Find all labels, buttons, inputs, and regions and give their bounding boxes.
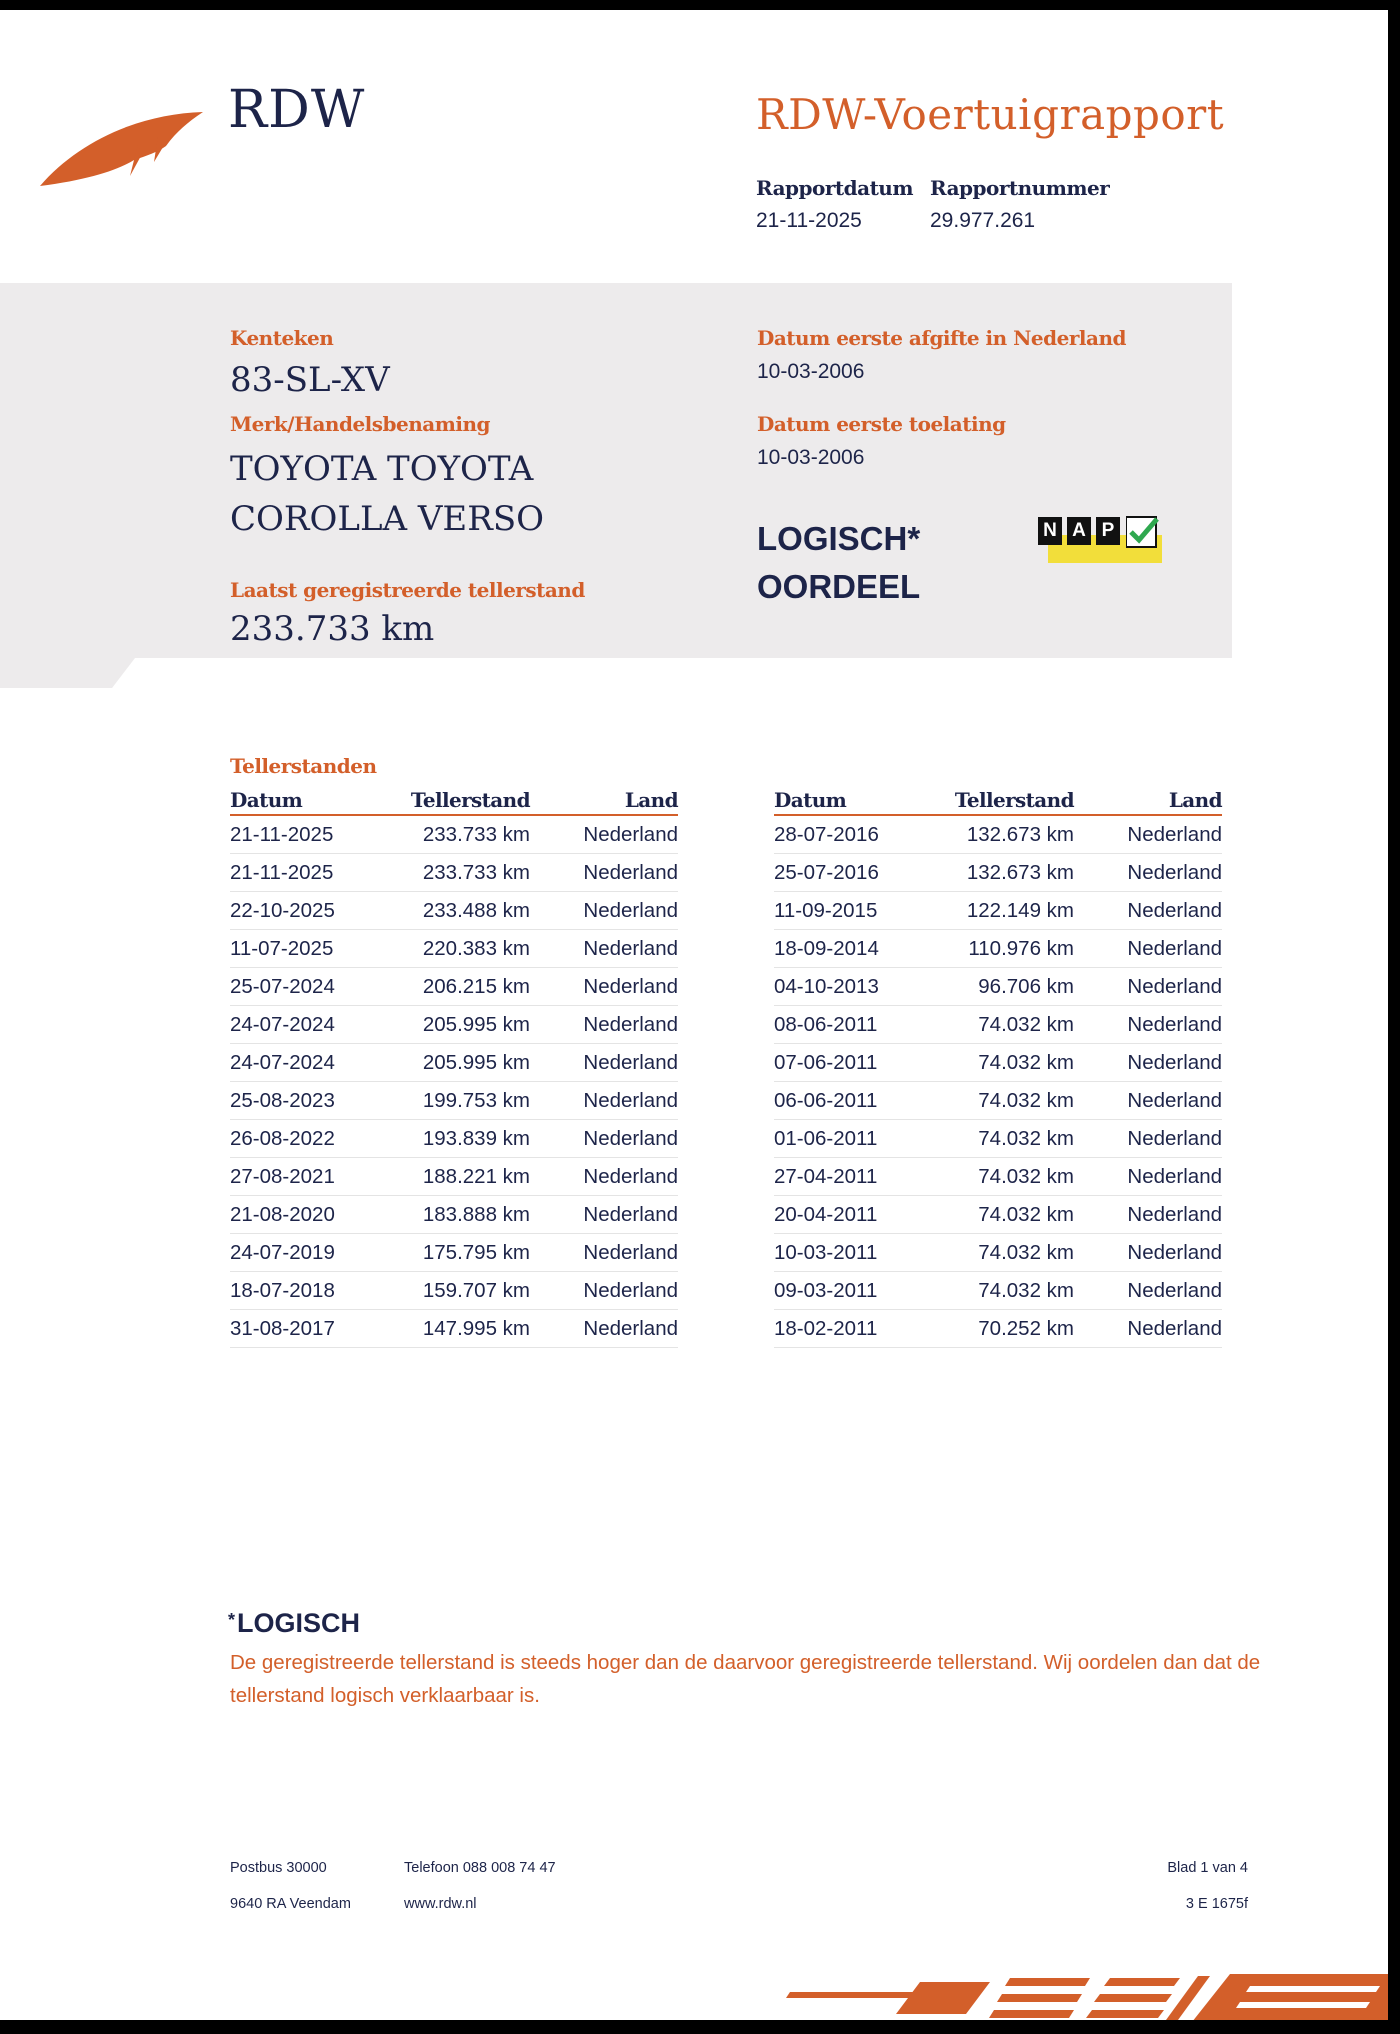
footer-postbus: Postbus 30000 <box>230 1860 327 1876</box>
nap-letter-n: N <box>1038 517 1062 545</box>
reading-odometer: 132.673 km <box>966 860 1074 884</box>
table-header <box>230 786 678 816</box>
reading-odometer: 74.032 km <box>978 1202 1074 1226</box>
reading-odometer: 74.032 km <box>978 1012 1074 1036</box>
reading-odometer: 74.032 km <box>978 1278 1074 1302</box>
verdict-line-1: LOGISCH* <box>757 520 921 557</box>
first-nl-value: 10-03-2006 <box>757 360 865 383</box>
reading-country: Nederland <box>1127 1240 1222 1264</box>
reading-country: Nederland <box>1127 1126 1222 1150</box>
table-row <box>230 1234 678 1272</box>
footer-phone: Telefoon 088 008 74 47 <box>404 1860 556 1876</box>
reading-date: 01-06-2011 <box>774 1126 878 1150</box>
table-row <box>230 1158 678 1196</box>
nap-logo <box>1038 515 1164 565</box>
table-row <box>774 816 1222 854</box>
reading-odometer: 74.032 km <box>978 1164 1074 1188</box>
reading-odometer: 70.252 km <box>978 1316 1074 1340</box>
check-icon <box>1126 515 1160 549</box>
table-row <box>774 1082 1222 1120</box>
table-row <box>774 1044 1222 1082</box>
reading-date: 31-08-2017 <box>230 1316 335 1340</box>
plate-label: Kenteken <box>230 326 334 350</box>
reading-country: Nederland <box>1127 936 1222 960</box>
reading-country: Nederland <box>1127 974 1222 998</box>
odometer-label: Laatst geregistreerde tellerstand <box>230 578 585 602</box>
table-row <box>774 968 1222 1006</box>
reading-country: Nederland <box>583 1164 678 1188</box>
table-row <box>774 854 1222 892</box>
brand-name: RDW <box>228 80 366 140</box>
reading-odometer: 183.888 km <box>422 1202 530 1226</box>
table-row <box>774 1158 1222 1196</box>
reading-odometer: 96.706 km <box>978 974 1074 998</box>
reading-country: Nederland <box>1127 860 1222 884</box>
reading-date: 27-04-2011 <box>774 1164 878 1188</box>
reading-date: 25-07-2024 <box>230 974 335 998</box>
reading-country: Nederland <box>1127 1050 1222 1074</box>
report-number-label: Rapportnummer <box>930 176 1110 200</box>
reading-odometer: 206.215 km <box>422 974 530 998</box>
reading-date: 25-08-2023 <box>230 1088 335 1112</box>
reading-country: Nederland <box>1127 1088 1222 1112</box>
reading-country: Nederland <box>583 898 678 922</box>
reading-date: 18-07-2018 <box>230 1278 335 1302</box>
odometer-value: 233.733 km <box>230 609 435 649</box>
reading-country: Nederland <box>583 936 678 960</box>
reading-date: 09-03-2011 <box>774 1278 878 1302</box>
first-admission-label: Datum eerste toelating <box>757 412 1006 436</box>
reading-date: 21-11-2025 <box>230 860 334 884</box>
table-row <box>774 930 1222 968</box>
table-row <box>230 816 678 854</box>
reading-date: 11-09-2015 <box>774 898 878 922</box>
reading-odometer: 220.383 km <box>422 936 530 960</box>
table-row <box>230 892 678 930</box>
table-header <box>774 786 1222 816</box>
col-date-header: Datum <box>230 788 303 812</box>
table-row <box>774 1006 1222 1044</box>
reading-date: 18-02-2011 <box>774 1316 878 1340</box>
reading-date: 26-08-2022 <box>230 1126 335 1150</box>
reading-date: 20-04-2011 <box>774 1202 878 1226</box>
table-row <box>230 1006 678 1044</box>
table-row <box>230 968 678 1006</box>
reading-date: 25-07-2016 <box>774 860 879 884</box>
reading-date: 11-07-2025 <box>230 936 334 960</box>
reading-date: 18-09-2014 <box>774 936 879 960</box>
reading-date: 07-06-2011 <box>774 1050 878 1074</box>
table-row <box>230 1120 678 1158</box>
reading-odometer: 159.707 km <box>422 1278 530 1302</box>
table-row <box>230 930 678 968</box>
reading-odometer: 110.976 km <box>968 936 1074 960</box>
footnote-star: * <box>228 1610 236 1630</box>
reading-country: Nederland <box>583 1316 678 1340</box>
table-row <box>230 1196 678 1234</box>
col-date-header: Datum <box>774 788 847 812</box>
reading-odometer: 74.032 km <box>978 1050 1074 1074</box>
nap-letter-a: A <box>1067 517 1091 545</box>
panel-notch <box>0 658 135 688</box>
reading-date: 04-10-2013 <box>774 974 879 998</box>
reading-date: 28-07-2016 <box>774 822 879 846</box>
table-row <box>774 1120 1222 1158</box>
reading-odometer: 233.733 km <box>422 860 530 884</box>
footer-stripes-decoration <box>780 1964 1388 2020</box>
footnote-title <box>228 1608 360 1639</box>
reading-odometer: 122.149 km <box>966 898 1074 922</box>
report-date: 21-11-2025 <box>756 209 862 232</box>
reading-date: 06-06-2011 <box>774 1088 878 1112</box>
reading-odometer: 74.032 km <box>978 1240 1074 1264</box>
reading-date: 24-07-2024 <box>230 1050 335 1074</box>
table-row <box>774 1310 1222 1348</box>
reading-date: 10-03-2011 <box>774 1240 878 1264</box>
reading-odometer: 74.032 km <box>978 1088 1074 1112</box>
reading-date: 21-11-2025 <box>230 822 334 846</box>
report-title: RDW-Voertuigrapport <box>756 90 1225 139</box>
reading-odometer: 147.995 km <box>422 1316 530 1340</box>
rdw-feather-logo <box>38 102 208 202</box>
reading-country: Nederland <box>583 860 678 884</box>
table-row <box>230 1272 678 1310</box>
reading-country: Nederland <box>1127 822 1222 846</box>
table-row <box>230 854 678 892</box>
reading-date: 27-08-2021 <box>230 1164 335 1188</box>
table-row <box>230 1044 678 1082</box>
make-label: Merk/Handelsbenaming <box>230 412 491 436</box>
footer-page-number: Blad 1 van 4 <box>1167 1860 1248 1876</box>
reading-odometer: 193.839 km <box>422 1126 530 1150</box>
footnote-text: De geregistreerde tellerstand is steeds hoger dan de daarvoor geregistreerde tellerstand. Wij oordelen dan dat de tellerstand logisch verklaarbaar is. <box>230 1651 1261 1707</box>
table-row <box>230 1310 678 1348</box>
report-page <box>0 10 1388 2020</box>
table-row <box>774 892 1222 930</box>
first-nl-label: Datum eerste afgifte in Nederland <box>757 326 1126 350</box>
reading-odometer: 199.753 km <box>422 1088 530 1112</box>
col-odometer-header: Tellerstand <box>410 788 530 812</box>
reading-date: 24-07-2019 <box>230 1240 335 1264</box>
reading-country: Nederland <box>583 1202 678 1226</box>
readings-table-right <box>774 786 1222 1348</box>
reading-country: Nederland <box>583 974 678 998</box>
reading-odometer: 132.673 km <box>966 822 1074 846</box>
reading-country: Nederland <box>583 1012 678 1036</box>
reading-date: 22-10-2025 <box>230 898 335 922</box>
reading-country: Nederland <box>1127 1012 1222 1036</box>
table-row <box>774 1272 1222 1310</box>
reading-country: Nederland <box>583 1050 678 1074</box>
reading-country: Nederland <box>1127 1316 1222 1340</box>
reading-date: 21-08-2020 <box>230 1202 335 1226</box>
report-date-block <box>756 176 913 233</box>
first-admission-value: 10-03-2006 <box>757 446 865 469</box>
reading-country: Nederland <box>1127 1278 1222 1302</box>
reading-odometer: 205.995 km <box>422 1050 530 1074</box>
readings-title: Tellerstanden <box>230 754 377 778</box>
footnote-title-text: LOGISCH <box>237 1608 361 1638</box>
reading-odometer: 233.488 km <box>422 898 530 922</box>
readings-table-left <box>230 786 678 1348</box>
report-number-block <box>930 176 1109 233</box>
reading-country: Nederland <box>1127 1164 1222 1188</box>
table-row <box>774 1234 1222 1272</box>
verdict-line-2: OORDEEL <box>757 568 921 605</box>
table-row <box>774 1196 1222 1234</box>
verdict <box>757 515 920 611</box>
make-line-1: TOYOTA TOYOTA <box>230 449 534 489</box>
plate-value: 83-SL-XV <box>230 360 390 400</box>
reading-odometer: 74.032 km <box>978 1126 1074 1150</box>
nap-letter-p: P <box>1096 517 1120 545</box>
reading-country: Nederland <box>1127 898 1222 922</box>
reading-country: Nederland <box>583 1126 678 1150</box>
reading-odometer: 188.221 km <box>422 1164 530 1188</box>
reading-country: Nederland <box>583 822 678 846</box>
reading-country: Nederland <box>583 1278 678 1302</box>
reading-country: Nederland <box>583 1088 678 1112</box>
reading-odometer: 175.795 km <box>422 1240 530 1264</box>
footer-website[interactable]: www.rdw.nl <box>404 1896 477 1912</box>
report-date-label: Rapportdatum <box>756 176 914 200</box>
col-country-header: Land <box>624 788 678 812</box>
col-country-header: Land <box>1168 788 1222 812</box>
reading-country: Nederland <box>1127 1202 1222 1226</box>
reading-odometer: 233.733 km <box>422 822 530 846</box>
reading-date: 24-07-2024 <box>230 1012 335 1036</box>
reading-odometer: 205.995 km <box>422 1012 530 1036</box>
footer-address: 9640 RA Veendam <box>230 1896 351 1912</box>
table-row <box>230 1082 678 1120</box>
make-line-2: COROLLA VERSO <box>230 499 545 539</box>
footer-code: 3 E 1675f <box>1185 1896 1248 1912</box>
col-odometer-header: Tellerstand <box>954 788 1074 812</box>
reading-date: 08-06-2011 <box>774 1012 878 1036</box>
reading-country: Nederland <box>583 1240 678 1264</box>
report-number: 29.977.261 <box>930 209 1036 232</box>
